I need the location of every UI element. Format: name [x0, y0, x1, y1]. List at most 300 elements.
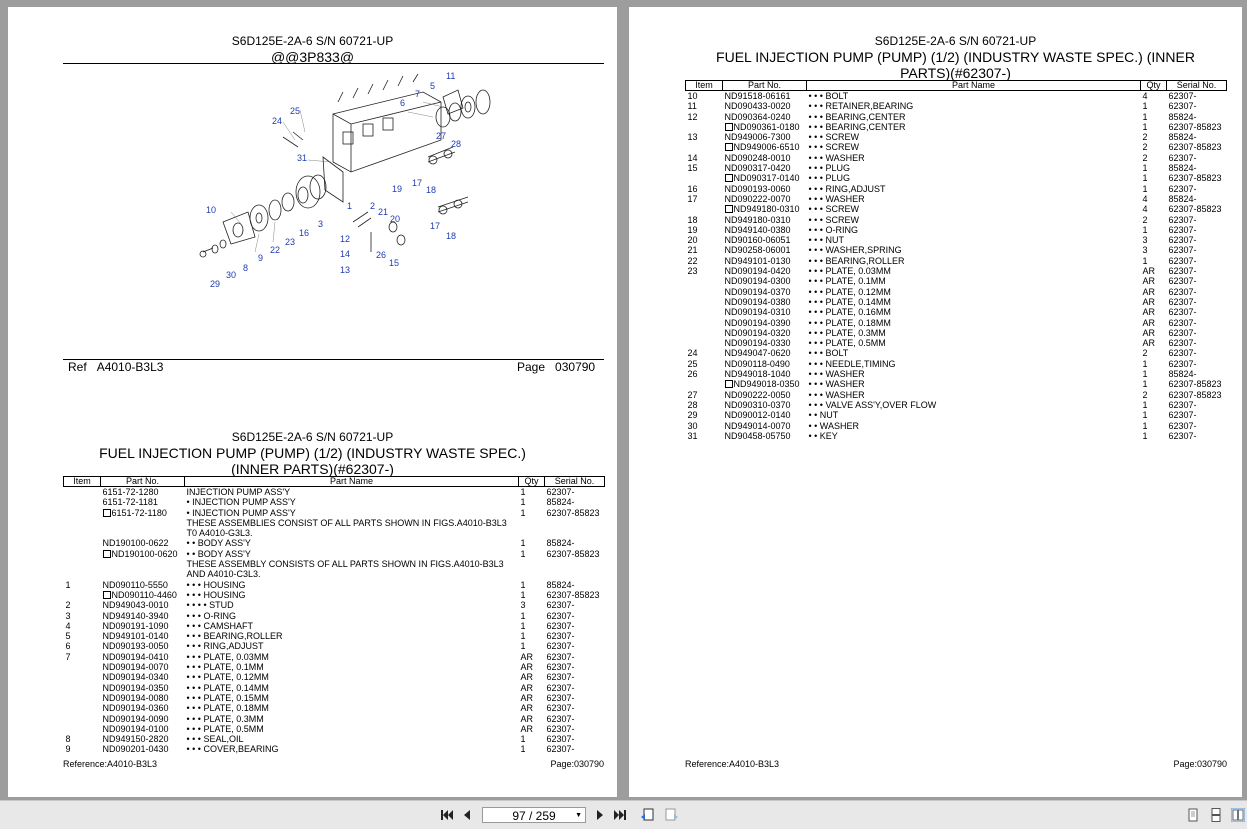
item-number: 9: [65, 744, 71, 755]
callout-20: 20: [390, 214, 401, 224]
table-row: [686, 101, 1227, 111]
part-no-cell: [101, 538, 185, 548]
part-number: ND949101-0130: [724, 255, 791, 266]
qty-cell: [1141, 400, 1167, 410]
qty-cell: [1141, 225, 1167, 235]
callout-14: 14: [340, 249, 351, 259]
part-no-cell: [723, 421, 807, 431]
table-row: [686, 132, 1227, 142]
part-no-cell: [723, 163, 807, 173]
table-row: [686, 184, 1227, 194]
part-number: ND090110-4460: [111, 589, 177, 600]
serial-cell: [1167, 112, 1227, 122]
prev-page-icon[interactable]: [460, 808, 474, 822]
part-number: ND090194-0080: [102, 692, 169, 703]
table-row: [64, 652, 605, 662]
part-name: • • • VALVE ASS'Y,OVER FLOW: [808, 399, 937, 410]
serial-cell: [1167, 101, 1227, 111]
part-name: • • • CAMSHAFT: [186, 620, 253, 631]
part-number: ND949140-3940: [102, 610, 169, 621]
item-number: 28: [687, 399, 698, 410]
serial-cell: [1167, 369, 1227, 379]
part-name-cell: [807, 173, 1141, 183]
part-number: ND090194-0410: [102, 651, 169, 662]
part-number: ND090191-1090: [102, 620, 169, 631]
item-number: 13: [687, 132, 698, 143]
single-page-view-icon[interactable]: [1186, 808, 1200, 822]
qty-cell: [1141, 101, 1167, 111]
part-name-cell: [807, 204, 1141, 214]
part-number: ND090194-0310: [724, 307, 791, 318]
item-number: 5: [65, 631, 71, 642]
part-name-cell: [807, 431, 1141, 441]
item-cell: [686, 112, 723, 122]
part-number: ND090110-5550: [102, 579, 168, 590]
part-name-cell: [185, 631, 519, 641]
continuous-view-icon[interactable]: [1209, 808, 1223, 822]
item-number: 1: [65, 579, 71, 590]
part-name-cell: [807, 379, 1141, 389]
right-page: [629, 7, 1242, 797]
part-no-cell: [101, 497, 185, 507]
serial-cell: [1167, 297, 1227, 307]
checkbox-icon: [725, 123, 733, 131]
part-name: • • • BOLT: [808, 348, 849, 359]
part-name-cell: [807, 256, 1141, 266]
part-no-cell: [723, 101, 807, 111]
serial-cell: [545, 497, 605, 507]
serial-number: 62307-: [1168, 214, 1197, 225]
serial-number: 62307-: [546, 734, 575, 745]
item-cell: [686, 390, 723, 400]
part-number: ND090222-0050: [724, 389, 791, 400]
item-cell: [686, 318, 723, 328]
item-cell: [64, 611, 101, 621]
item-cell: [64, 580, 101, 590]
item-cell: [686, 328, 723, 338]
table-row: [686, 215, 1227, 225]
table-row: [686, 318, 1227, 328]
part-no-cell: [101, 672, 185, 682]
qty-cell: [1141, 122, 1167, 132]
item-cell: [686, 142, 723, 152]
quantity: AR: [520, 662, 534, 673]
item-number: 7: [65, 651, 71, 662]
checkbox-icon: [725, 205, 733, 213]
item-cell: [64, 672, 101, 682]
table-row: [64, 693, 605, 703]
qty-cell: [1141, 287, 1167, 297]
part-no-cell: [101, 487, 185, 498]
qty-cell: [519, 590, 545, 600]
item-cell: [686, 266, 723, 276]
go-back-icon[interactable]: [640, 808, 654, 822]
item-cell: [686, 338, 723, 348]
part-name: • • • SCREW: [808, 132, 859, 143]
table-row: [686, 194, 1227, 204]
part-number: ND090194-0330: [724, 338, 791, 349]
qty-cell: [1141, 318, 1167, 328]
part-no-cell: [101, 600, 185, 610]
table-row: [64, 744, 605, 754]
quantity: 1: [1142, 399, 1148, 410]
item-cell: [64, 641, 101, 651]
qty-cell: [519, 538, 545, 548]
serial-number: 62307-85823: [1168, 389, 1222, 400]
serial-number: 62307-85823: [546, 589, 600, 600]
serial-cell: [545, 662, 605, 672]
parts-table-right: [685, 80, 1227, 441]
table-row: [686, 256, 1227, 266]
item-cell: [686, 173, 723, 183]
table-row: [64, 662, 605, 672]
part-number: ND949018-0350: [733, 379, 800, 390]
part-name: • • WASHER: [808, 420, 859, 431]
quantity: 1: [1142, 101, 1148, 112]
item-number: 2: [65, 600, 71, 611]
first-page-icon[interactable]: [440, 808, 454, 822]
quantity: 1: [520, 497, 526, 508]
serial-cell: [1167, 421, 1227, 431]
item-cell: [64, 508, 101, 518]
part-number: ND949180-0310: [724, 214, 791, 225]
serial-cell: [545, 611, 605, 621]
part-name-cell: [185, 652, 519, 662]
quantity: 1: [520, 641, 526, 652]
part-number: ND090310-0370: [724, 399, 791, 410]
qty-cell: [1141, 112, 1167, 122]
table-row: [686, 266, 1227, 276]
serial-number: 62307-: [546, 723, 575, 734]
item-number: 16: [687, 183, 698, 194]
serial-number: 62307-: [1168, 399, 1197, 410]
part-no-cell: [723, 153, 807, 163]
part-no-cell: [723, 328, 807, 338]
serial-number: 62307-: [546, 600, 575, 611]
part-name: • • • WASHER: [808, 369, 865, 380]
part-name-cell: [807, 91, 1141, 102]
part-no-cell: [101, 734, 185, 744]
diagram-ref: [68, 360, 163, 374]
serial-number: 62307-: [546, 610, 575, 621]
serial-cell: [545, 580, 605, 590]
part-name-cell: [807, 132, 1141, 142]
qty-cell: [519, 621, 545, 631]
part-name: • • • WASHER: [808, 389, 865, 400]
part-no-cell: [723, 431, 807, 441]
serial-number: 62307-: [546, 672, 575, 683]
quantity: 4: [1142, 91, 1148, 101]
serial-number: 62307-: [1168, 307, 1197, 318]
serial-number: 62307-: [546, 651, 575, 662]
serial-cell: [1167, 379, 1227, 389]
part-no-cell: [723, 142, 807, 152]
part-name-cell: [807, 142, 1141, 152]
part-no-cell: [723, 184, 807, 194]
part-number: ND090194-0300: [724, 276, 791, 287]
serial-cell: [1167, 348, 1227, 358]
callout-19: 19: [392, 184, 403, 194]
serial-cell: [1167, 225, 1227, 235]
serial-cell: [1167, 307, 1227, 317]
table-row: [64, 518, 605, 539]
diagram-title: S6D125E-2A-6 S/N 60721-UP: [231, 34, 394, 48]
callout-28: 28: [451, 139, 462, 149]
serial-number: 62307-: [546, 692, 575, 703]
quantity: 1: [520, 744, 526, 755]
quantity: 1: [520, 631, 526, 642]
item-cell: [64, 621, 101, 631]
column-header: Serial No.: [1167, 81, 1227, 91]
quantity: 1: [1142, 410, 1148, 421]
quantity: 2: [1142, 348, 1148, 359]
part-no-cell: [723, 112, 807, 122]
last-page-icon[interactable]: [613, 808, 627, 822]
next-page-icon[interactable]: [593, 808, 607, 822]
serial-cell: [545, 538, 605, 548]
serial-number: 62307-: [1168, 266, 1197, 277]
part-name: • • • PLATE, 0.3MM: [808, 327, 886, 338]
part-name: • • • NUT: [808, 235, 844, 246]
item-cell: [686, 101, 723, 111]
serial-number: 85824-: [1168, 163, 1197, 174]
item-cell: [64, 487, 101, 498]
callout-16: 16: [299, 228, 310, 238]
part-name-cell: [185, 580, 519, 590]
callout-31: 31: [297, 153, 308, 163]
part-no-cell: [723, 379, 807, 389]
qty-cell: [1141, 204, 1167, 214]
item-number: 17: [687, 193, 698, 204]
callout-1: 1: [347, 201, 353, 211]
item-cell: [686, 287, 723, 297]
part-no-cell: [101, 559, 185, 580]
table-row: [686, 369, 1227, 379]
qty-cell: [1141, 256, 1167, 266]
part-name-cell: [807, 235, 1141, 245]
serial-number: 62307-: [546, 631, 575, 642]
table-row: [686, 153, 1227, 163]
quantity: AR: [1142, 307, 1156, 318]
right-table-title: S6D125E-2A-6 S/N 60721-UP: [874, 34, 1037, 48]
table-row: [686, 204, 1227, 214]
qty-cell: [1141, 421, 1167, 431]
part-name-cell: [185, 518, 519, 539]
part-number: ND090194-0070: [102, 662, 169, 673]
part-name: • • • WASHER: [808, 152, 865, 163]
part-name-cell: [807, 297, 1141, 307]
table-row: [686, 245, 1227, 255]
item-cell: [686, 359, 723, 369]
item-number: 12: [687, 111, 698, 122]
part-name: • • • • STUD: [186, 600, 234, 611]
part-name: INJECTION PUMP ASS'Y: [186, 487, 291, 497]
parts-table-header: [64, 477, 605, 487]
checkbox-icon: [103, 591, 111, 599]
part-name: • • NUT: [808, 410, 839, 421]
quantity: AR: [1142, 286, 1156, 297]
serial-number: 62307-: [1168, 245, 1197, 256]
column-header: Item: [686, 81, 723, 91]
table-row: [64, 497, 605, 507]
part-name-cell: [185, 744, 519, 754]
item-cell: [686, 153, 723, 163]
part-name-cell: [807, 318, 1141, 328]
serial-cell: [545, 734, 605, 744]
callout-5: 5: [430, 81, 436, 91]
item-cell: [686, 91, 723, 102]
part-no-cell: [101, 549, 185, 559]
quantity: 2: [1142, 152, 1148, 163]
part-name: • • • NEEDLE,TIMING: [808, 358, 896, 369]
part-no-cell: [723, 287, 807, 297]
part-number: ND090194-0350: [102, 682, 169, 693]
footer-reference: Reference:A4010-B3L3: [685, 759, 780, 769]
item-cell: [64, 590, 101, 600]
quantity: AR: [520, 713, 534, 724]
qty-cell: [1141, 297, 1167, 307]
item-number: 23: [687, 266, 698, 277]
item-cell: [686, 379, 723, 389]
quantity: 1: [1142, 255, 1148, 266]
serial-number: 62307-85823: [1168, 379, 1222, 390]
callout-17b: 17: [430, 221, 441, 231]
part-name: • • • PLATE, 0.12MM: [808, 286, 891, 297]
qty-cell: [1141, 276, 1167, 286]
parts-table-header: [686, 81, 1227, 91]
serial-cell: [545, 518, 605, 539]
callout-30: 30: [226, 270, 237, 280]
page-number-input[interactable]: [482, 807, 586, 823]
part-no-cell: [101, 621, 185, 631]
column-header: Part Name: [807, 81, 1141, 91]
part-no-cell: [723, 348, 807, 358]
item-number: 24: [687, 348, 698, 359]
part-name-cell: [807, 245, 1141, 255]
item-cell: [686, 256, 723, 266]
serial-cell: [1167, 235, 1227, 245]
column-header: Qty: [519, 477, 545, 487]
callout-13: 13: [340, 265, 351, 275]
part-no-cell: [723, 132, 807, 142]
serial-cell: [1167, 245, 1227, 255]
item-cell: [686, 204, 723, 214]
serial-cell: [545, 714, 605, 724]
part-name-cell: [807, 369, 1141, 379]
item-cell: [686, 307, 723, 317]
serial-cell: [1167, 132, 1227, 142]
part-name: • • • PLATE, 0.18MM: [808, 317, 891, 328]
item-cell: [64, 714, 101, 724]
table-row: [686, 390, 1227, 400]
table-row: [686, 112, 1227, 122]
qty-cell: [519, 487, 545, 498]
quantity: AR: [520, 703, 534, 714]
quantity: AR: [520, 672, 534, 683]
part-number: ND949140-0380: [724, 224, 791, 235]
part-no-cell: [723, 400, 807, 410]
part-number: ND090193-0050: [102, 641, 169, 652]
serial-cell: [1167, 142, 1227, 152]
callout-6: 6: [400, 98, 406, 108]
part-name: • • • RING,ADJUST: [186, 641, 264, 652]
table-row: [64, 508, 605, 518]
quantity: 3: [1142, 235, 1148, 246]
serial-number: 85824-: [546, 497, 575, 508]
part-name: • • • WASHER: [808, 193, 865, 204]
diagram-page: [517, 360, 595, 374]
callout-15: 15: [389, 258, 400, 268]
serial-number: 85824-: [1168, 193, 1197, 204]
part-no-cell: [723, 276, 807, 286]
ref-value: A4010-B3L3: [96, 360, 164, 374]
serial-number: 62307-: [1168, 235, 1197, 246]
table-row: [64, 714, 605, 724]
part-name-cell: [185, 497, 519, 507]
part-name: • • • SCREW: [808, 142, 859, 153]
serial-number: 62307-: [1168, 296, 1197, 307]
serial-number: 62307-: [1168, 183, 1197, 194]
part-no-cell: [101, 683, 185, 693]
part-name-cell: [185, 508, 519, 518]
part-no-cell: [723, 256, 807, 266]
qty-cell: [519, 611, 545, 621]
part-name: • • • O-RING: [808, 224, 858, 235]
serial-cell: [1167, 256, 1227, 266]
part-name: • • • COVER,BEARING: [186, 744, 279, 755]
serial-number: 62307-: [1168, 327, 1197, 338]
callout-27: 27: [436, 131, 447, 141]
serial-cell: [1167, 276, 1227, 286]
qty-cell: [1141, 153, 1167, 163]
part-name-cell: [185, 538, 519, 548]
qty-cell: [519, 672, 545, 682]
callout-8: 8: [243, 263, 249, 273]
item-cell: [64, 734, 101, 744]
callout-2: 2: [370, 201, 376, 211]
part-name: • • • O-RING: [186, 610, 236, 621]
item-cell: [64, 549, 101, 559]
serial-number: 62307-85823: [1168, 173, 1222, 184]
serial-number: 62307-85823: [1168, 121, 1222, 132]
go-forward-icon[interactable]: [665, 808, 679, 822]
item-cell: [686, 132, 723, 142]
table-row: [686, 287, 1227, 297]
serial-cell: [1167, 431, 1227, 441]
serial-number: 62307-: [1168, 317, 1197, 328]
part-name: • • • PLATE, 0.5MM: [808, 338, 886, 349]
two-page-view-icon[interactable]: [1231, 808, 1245, 822]
part-name: • • • PLATE, 0.16MM: [808, 307, 891, 318]
table-row: [686, 421, 1227, 431]
part-name: • • • HOUSING: [186, 589, 246, 600]
part-number: ND90458-05750: [724, 430, 791, 441]
callout-7: 7: [415, 89, 421, 99]
part-name-cell: [185, 703, 519, 713]
part-number: ND090361-0180: [733, 121, 800, 132]
checkbox-icon: [725, 143, 733, 151]
quantity: AR: [520, 651, 534, 662]
part-name: • • • PLATE, 0.14MM: [808, 296, 891, 307]
part-number: ND949018-1040: [724, 369, 791, 380]
quantity: AR: [1142, 317, 1156, 328]
part-name-cell: [807, 400, 1141, 410]
part-no-cell: [723, 225, 807, 235]
qty-cell: [1141, 348, 1167, 358]
serial-cell: [1167, 153, 1227, 163]
item-cell: [64, 662, 101, 672]
part-name: • • • PLUG: [808, 163, 850, 174]
